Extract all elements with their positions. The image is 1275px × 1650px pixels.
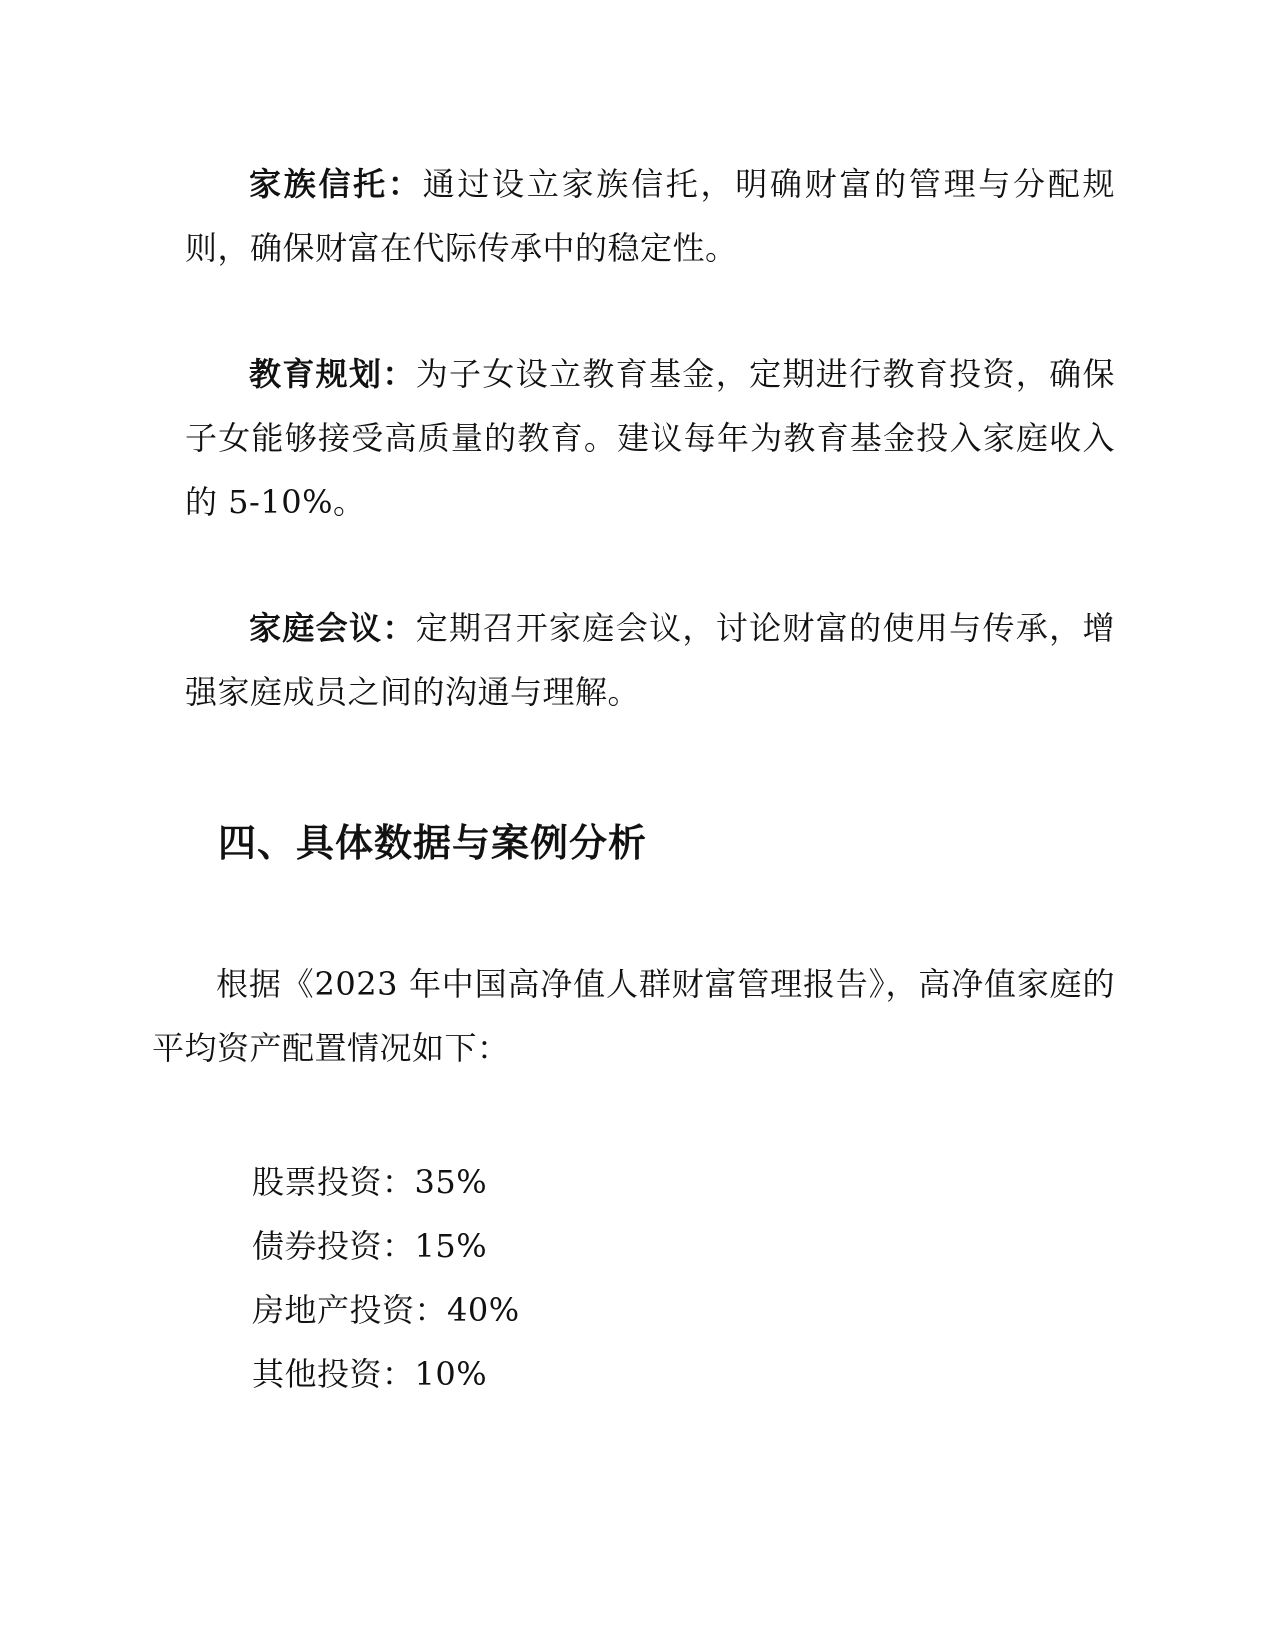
allocation-list bbox=[252, 1150, 520, 1406]
allocation-separator: ： bbox=[382, 1355, 415, 1393]
term-separator: ： bbox=[382, 355, 416, 393]
allocation-value: 10% bbox=[414, 1355, 488, 1393]
list-item bbox=[252, 1150, 520, 1214]
list-item bbox=[252, 1342, 520, 1406]
allocation-label: 房地产投资 bbox=[252, 1291, 415, 1329]
section-heading: 四、具体数据与案例分析 bbox=[218, 821, 648, 865]
term-separator: ： bbox=[382, 609, 416, 647]
allocation-label: 债券投资 bbox=[252, 1227, 383, 1265]
paragraph-text: 定期召开家庭会议，讨论财富的使用与传承，增强家庭成员之间的沟通与理解。 bbox=[185, 609, 1115, 711]
allocation-separator: ： bbox=[414, 1291, 448, 1329]
allocation-value: 35% bbox=[414, 1163, 488, 1201]
term-family-meeting: 家庭会议 bbox=[249, 609, 383, 647]
paragraph-education-planning bbox=[185, 342, 1115, 534]
paragraph-text: 为子女设立教育基金，定期进行教育投资，确保子女能够接受高质量的教育。建议每年为教育基金投入家庭收入的 5-10%。 bbox=[185, 355, 1115, 521]
term-education-planning: 教育规划 bbox=[249, 355, 383, 393]
allocation-separator: ： bbox=[382, 1163, 415, 1201]
intro-paragraph: 根据《2023 年中国高净值人群财富管理报告》，高净值家庭的平均资产配置情况如下： bbox=[152, 965, 1115, 1067]
allocation-label: 股票投资 bbox=[252, 1163, 383, 1201]
term-family-trust: 家族信托 bbox=[249, 165, 388, 203]
paragraph-family-meeting bbox=[185, 596, 1115, 724]
paragraph-family-trust bbox=[185, 152, 1115, 280]
paragraph-text: 通过设立家族信托，明确财富的管理与分配规则，确保财富在代际传承中的稳定性。 bbox=[185, 165, 1115, 267]
list-item bbox=[252, 1278, 520, 1342]
allocation-label: 其他投资 bbox=[252, 1355, 383, 1393]
allocation-separator: ： bbox=[382, 1227, 415, 1265]
list-item bbox=[252, 1214, 520, 1278]
allocation-value: 15% bbox=[414, 1227, 488, 1265]
allocation-value: 40% bbox=[447, 1291, 520, 1329]
term-separator: ： bbox=[387, 165, 423, 203]
